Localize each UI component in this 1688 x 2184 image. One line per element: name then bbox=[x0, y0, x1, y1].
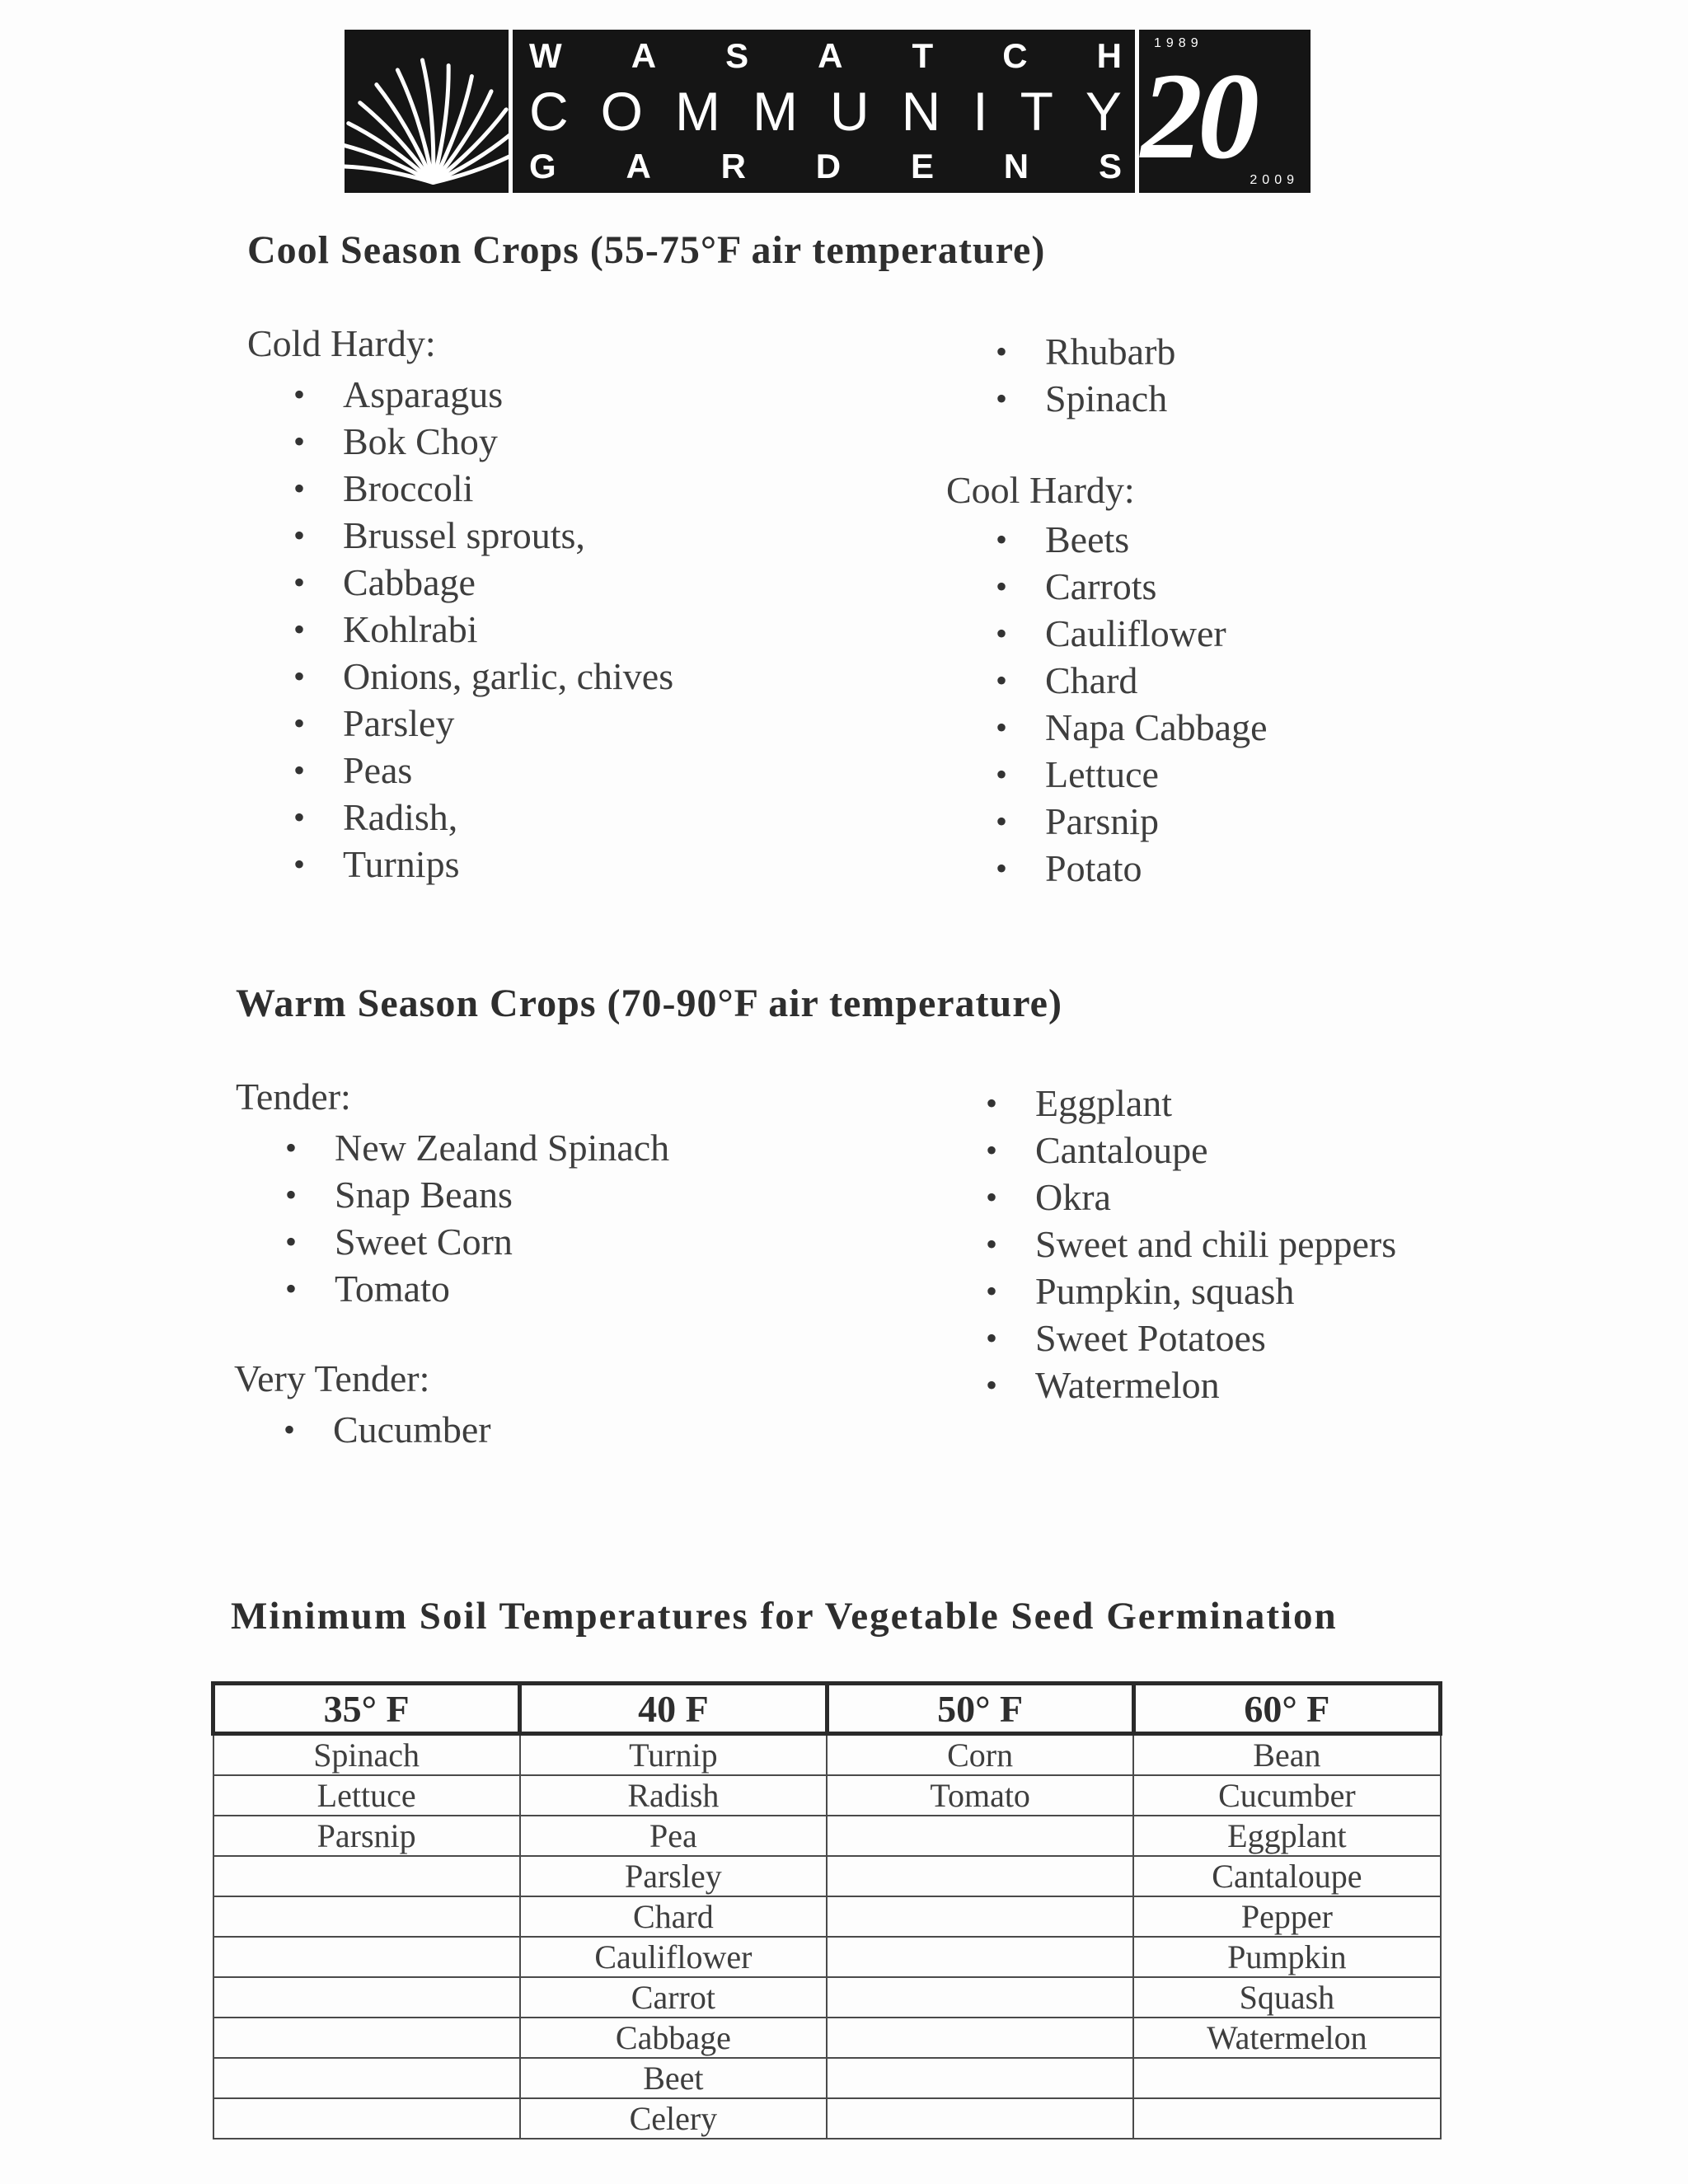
list-item-text: Potato bbox=[1045, 847, 1142, 889]
bullet-icon: • bbox=[986, 1319, 998, 1357]
table-cell bbox=[213, 1856, 520, 1896]
list-item bbox=[285, 1218, 669, 1265]
list-item bbox=[996, 516, 1268, 563]
bullet-icon: • bbox=[285, 1176, 298, 1213]
bullet-icon: • bbox=[293, 846, 306, 883]
table-cell: Bean bbox=[1133, 1734, 1440, 1776]
gardens-letter: N bbox=[1003, 147, 1029, 185]
bullet-icon: • bbox=[996, 380, 1008, 417]
list-item-text: Sweet Corn bbox=[335, 1221, 513, 1263]
community-letter: O bbox=[600, 81, 643, 142]
community-letter: M bbox=[674, 81, 720, 142]
list-item bbox=[293, 794, 673, 841]
list-item-text: Eggplant bbox=[1035, 1082, 1173, 1124]
community-letter: M bbox=[752, 81, 798, 142]
wasatch-letter: W bbox=[529, 36, 562, 75]
table-cell bbox=[213, 2018, 520, 2058]
bullet-icon: • bbox=[293, 564, 306, 601]
table-cell: Watermelon bbox=[1133, 2018, 1440, 2058]
table-cell bbox=[213, 1937, 520, 1977]
list-item-text: Broccoli bbox=[343, 467, 474, 509]
list-item bbox=[996, 328, 1175, 375]
table-cell bbox=[827, 1856, 1133, 1896]
list-item-text: Turnips bbox=[343, 843, 460, 885]
wasatch-letter: H bbox=[1096, 36, 1122, 75]
list-item-text: Parsley bbox=[343, 702, 455, 744]
table-cell bbox=[1133, 2058, 1440, 2098]
list-item bbox=[996, 798, 1268, 845]
list-item-text: Sweet and chili peppers bbox=[1035, 1223, 1397, 1265]
column-header: 50° F bbox=[827, 1684, 1133, 1734]
logo-wordmark bbox=[513, 30, 1139, 193]
column-header: 40 F bbox=[520, 1684, 827, 1734]
list-item-text: Cucumber bbox=[333, 1408, 491, 1451]
bullet-icon: • bbox=[996, 521, 1008, 558]
list-item bbox=[293, 465, 673, 512]
bullet-icon: • bbox=[293, 376, 306, 413]
bullet-icon: • bbox=[293, 705, 306, 742]
table-cell: Beet bbox=[520, 2058, 827, 2098]
table-row bbox=[213, 1977, 1441, 2018]
wasatch-letter: C bbox=[1002, 36, 1028, 75]
bullet-icon: • bbox=[996, 333, 1008, 370]
list-item-text: Okra bbox=[1035, 1176, 1111, 1218]
table-cell: Celery bbox=[520, 2098, 827, 2139]
table-cell: Cantaloupe bbox=[1133, 1856, 1440, 1896]
table-row bbox=[213, 1734, 1441, 1776]
list-item bbox=[986, 1174, 1396, 1221]
bullet-icon: • bbox=[996, 662, 1008, 699]
bullet-icon: • bbox=[285, 1129, 298, 1166]
community-letter: Y bbox=[1085, 81, 1122, 142]
bullet-icon: • bbox=[996, 568, 1008, 605]
bullet-icon: • bbox=[996, 709, 1008, 746]
list-item bbox=[986, 1315, 1396, 1361]
list-item bbox=[284, 1406, 491, 1453]
bullet-icon: • bbox=[986, 1179, 998, 1216]
soil-table-heading: Minimum Soil Temperatures for Vegetable Seed Germination bbox=[231, 1595, 1338, 1638]
fan-leaf-icon bbox=[345, 30, 513, 193]
list-item bbox=[293, 512, 673, 559]
list-item-text: Parsnip bbox=[1045, 800, 1159, 842]
table-cell: Cabbage bbox=[520, 2018, 827, 2058]
community-letter: C bbox=[529, 81, 569, 142]
list-item bbox=[986, 1080, 1396, 1127]
list-item-text: Cabbage bbox=[343, 561, 476, 603]
bullet-icon: • bbox=[996, 803, 1008, 840]
community-letter: T bbox=[1020, 81, 1053, 142]
bullet-icon: • bbox=[986, 1085, 998, 1122]
table-cell bbox=[827, 1977, 1133, 2018]
column-header: 35° F bbox=[213, 1684, 520, 1734]
table-cell: Parsnip bbox=[213, 1816, 520, 1856]
table-cell: Spinach bbox=[213, 1734, 520, 1776]
logo-line-wasatch bbox=[513, 35, 1135, 77]
list-item-text: New Zealand Spinach bbox=[335, 1127, 670, 1169]
list-item-text: Onions, garlic, chives bbox=[343, 655, 674, 697]
table-cell: Radish bbox=[520, 1775, 827, 1816]
bullet-icon: • bbox=[285, 1270, 298, 1307]
table-row bbox=[213, 2018, 1441, 2058]
table-cell bbox=[213, 1896, 520, 1937]
cool-hardy-list bbox=[996, 516, 1268, 892]
table-cell bbox=[1133, 2098, 1440, 2139]
wasatch-letter: A bbox=[631, 36, 657, 75]
gardens-letter: R bbox=[720, 147, 746, 185]
bullet-icon: • bbox=[284, 1411, 296, 1448]
bullet-icon: • bbox=[293, 470, 306, 507]
wasatch-letter: S bbox=[725, 36, 749, 75]
gardens-letter: G bbox=[529, 147, 556, 185]
list-item-text: Snap Beans bbox=[335, 1174, 513, 1216]
anniversary-start-year: 1989 bbox=[1154, 36, 1203, 50]
soil-temperature-table bbox=[211, 1681, 1442, 2139]
list-item-text: Tomato bbox=[335, 1268, 450, 1310]
table-cell: Lettuce bbox=[213, 1775, 520, 1816]
table-cell: Cucumber bbox=[1133, 1775, 1440, 1816]
wasatch-letter: T bbox=[912, 36, 934, 75]
table-cell: Turnip bbox=[520, 1734, 827, 1776]
bullet-icon: • bbox=[293, 752, 306, 789]
table-body bbox=[213, 1734, 1441, 2139]
list-item-text: Chard bbox=[1045, 659, 1138, 701]
list-item-text: Bok Choy bbox=[343, 420, 498, 462]
table-cell bbox=[827, 1816, 1133, 1856]
table-cell: Pea bbox=[520, 1816, 827, 1856]
anniversary-end-year: 2009 bbox=[1250, 173, 1299, 187]
table-cell bbox=[827, 2058, 1133, 2098]
bullet-icon: • bbox=[285, 1223, 298, 1260]
cool-hardy-label: Cool Hardy: bbox=[946, 469, 1135, 511]
bullet-icon: • bbox=[293, 423, 306, 460]
list-item bbox=[986, 1268, 1396, 1315]
list-item-text: Spinach bbox=[1045, 377, 1168, 419]
gardens-letter: S bbox=[1098, 147, 1122, 185]
table-cell bbox=[213, 2098, 520, 2139]
list-item-text: Lettuce bbox=[1045, 753, 1159, 795]
list-item-text: Napa Cabbage bbox=[1045, 706, 1268, 748]
warm-season-heading: Warm Season Crops (70-90°F air temperature) bbox=[236, 982, 1062, 1025]
list-item-text: Asparagus bbox=[343, 373, 504, 415]
list-item bbox=[996, 563, 1268, 610]
table-cell: Pepper bbox=[1133, 1896, 1440, 1937]
list-item-text: Kohlrabi bbox=[343, 608, 478, 650]
logo-line-gardens bbox=[513, 145, 1135, 188]
table-cell: Cauliflower bbox=[520, 1937, 827, 1977]
cold-hardy-list-continued bbox=[996, 328, 1175, 422]
table-cell: Tomato bbox=[827, 1775, 1133, 1816]
anniversary-number: 20 bbox=[1141, 48, 1254, 185]
bullet-icon: • bbox=[293, 799, 306, 836]
table-header-row bbox=[213, 1684, 1441, 1734]
cold-hardy-label: Cold Hardy: bbox=[247, 322, 436, 364]
bullet-icon: • bbox=[996, 615, 1008, 652]
list-item bbox=[996, 375, 1175, 422]
column-header: 60° F bbox=[1133, 1684, 1440, 1734]
list-item bbox=[285, 1124, 669, 1171]
table-cell bbox=[827, 2018, 1133, 2058]
list-item-text: Cantaloupe bbox=[1035, 1129, 1208, 1171]
cool-season-heading: Cool Season Crops (55-75°F air temperature) bbox=[247, 228, 1046, 272]
list-item-text: Pumpkin, squash bbox=[1035, 1270, 1295, 1312]
list-item bbox=[293, 606, 673, 653]
list-item bbox=[293, 841, 673, 888]
list-item-text: Brussel sprouts, bbox=[343, 514, 585, 556]
table-row bbox=[213, 1896, 1441, 1937]
table-cell: Squash bbox=[1133, 1977, 1440, 2018]
list-item-text: Peas bbox=[343, 749, 413, 791]
bullet-icon: • bbox=[996, 756, 1008, 793]
list-item bbox=[293, 559, 673, 606]
list-item-text: Rhubarb bbox=[1045, 330, 1176, 373]
list-item-text: Sweet Potatoes bbox=[1035, 1317, 1266, 1359]
list-item bbox=[285, 1265, 669, 1312]
tender-list-continued bbox=[986, 1080, 1396, 1408]
tender-list bbox=[285, 1124, 669, 1312]
bullet-icon: • bbox=[986, 1272, 998, 1310]
list-item bbox=[996, 751, 1268, 798]
table-cell: Carrot bbox=[520, 1977, 827, 2018]
table-cell bbox=[213, 1977, 520, 2018]
table-row bbox=[213, 2098, 1441, 2139]
anniversary-badge bbox=[1139, 30, 1311, 193]
list-item bbox=[996, 657, 1268, 704]
table-row bbox=[213, 1775, 1441, 1816]
table-cell: Eggplant bbox=[1133, 1816, 1440, 1856]
list-item bbox=[293, 371, 673, 418]
table-cell: Corn bbox=[827, 1734, 1133, 1776]
wasatch-letter: A bbox=[818, 36, 843, 75]
gardens-letter: A bbox=[626, 147, 651, 185]
bullet-icon: • bbox=[996, 850, 1008, 887]
gardens-letter: D bbox=[815, 147, 842, 185]
very-tender-label: Very Tender: bbox=[234, 1357, 430, 1399]
list-item bbox=[986, 1221, 1396, 1268]
list-item-text: Watermelon bbox=[1035, 1364, 1220, 1406]
community-letter: N bbox=[901, 81, 941, 142]
list-item bbox=[293, 653, 673, 700]
list-item bbox=[293, 700, 673, 747]
community-letter: U bbox=[829, 81, 870, 142]
bullet-icon: • bbox=[986, 1226, 998, 1263]
gardens-letter: E bbox=[910, 147, 934, 185]
table-row bbox=[213, 2058, 1441, 2098]
community-letter: I bbox=[973, 81, 988, 142]
list-item-text: Carrots bbox=[1045, 565, 1157, 607]
table-cell: Pumpkin bbox=[1133, 1937, 1440, 1977]
bullet-icon: • bbox=[986, 1132, 998, 1169]
table-cell bbox=[827, 1896, 1133, 1937]
list-item-text: Radish, bbox=[343, 796, 458, 838]
table-cell bbox=[213, 2058, 520, 2098]
list-item bbox=[293, 418, 673, 465]
cold-hardy-list bbox=[293, 371, 673, 888]
bullet-icon: • bbox=[293, 611, 306, 648]
table-row bbox=[213, 1856, 1441, 1896]
list-item bbox=[986, 1361, 1396, 1408]
list-item bbox=[996, 704, 1268, 751]
list-item bbox=[986, 1127, 1396, 1174]
table-cell: Chard bbox=[520, 1896, 827, 1937]
list-item-text: Beets bbox=[1045, 518, 1130, 560]
tender-label: Tender: bbox=[236, 1076, 351, 1118]
bullet-icon: • bbox=[293, 658, 306, 695]
list-item-text: Cauliflower bbox=[1045, 612, 1226, 654]
list-item bbox=[293, 747, 673, 794]
wasatch-community-gardens-logo bbox=[345, 30, 1311, 193]
table-row bbox=[213, 1937, 1441, 1977]
very-tender-list bbox=[284, 1406, 491, 1453]
list-item bbox=[285, 1171, 669, 1218]
list-item bbox=[996, 845, 1268, 892]
bullet-icon: • bbox=[293, 517, 306, 554]
table-row bbox=[213, 1816, 1441, 1856]
table-cell bbox=[827, 2098, 1133, 2139]
logo-line-community bbox=[513, 82, 1135, 140]
list-item bbox=[996, 610, 1268, 657]
table-cell bbox=[827, 1937, 1133, 1977]
table-cell: Parsley bbox=[520, 1856, 827, 1896]
bullet-icon: • bbox=[986, 1366, 998, 1404]
